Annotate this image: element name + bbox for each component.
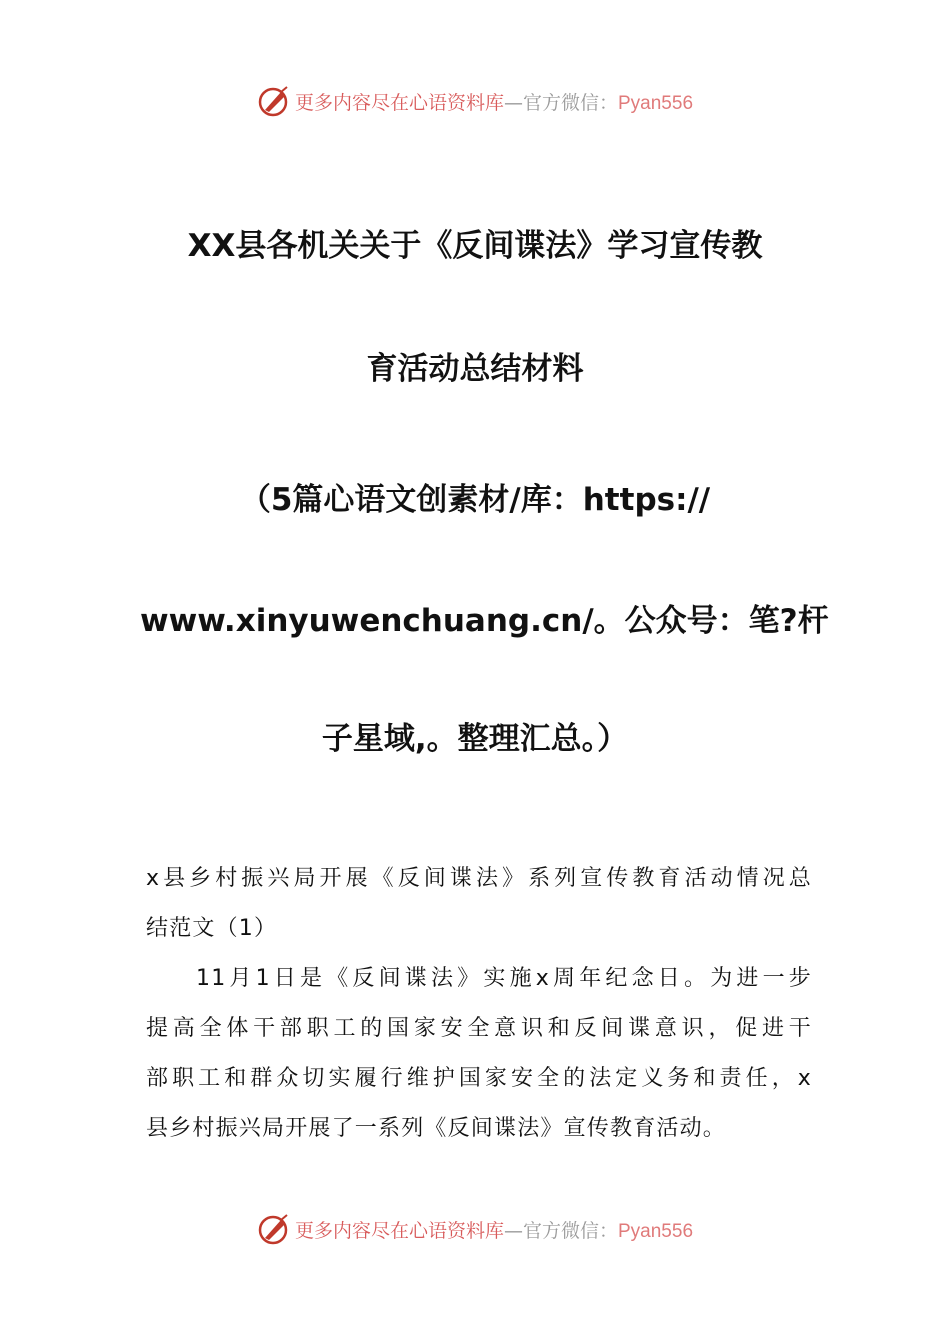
watermark-main: 更多内容尽在心语资料库 [294,91,504,114]
watermark-sub: —官方微信： [503,91,618,114]
watermark-text [295,1216,693,1243]
title-line-3: （5篇心语文创素材/库：https:// [239,482,711,518]
watermark-main: 更多内容尽在心语资料库 [294,1219,504,1242]
header-watermark [0,84,950,118]
watermark-id: Pyan556 [618,92,694,114]
body-line-3: 11月1日是《反间谍法》实施x周年纪念日。为进一步 [196,966,812,991]
title-line-2: 育活动总结材料 [366,351,584,387]
pen-logo-icon [257,84,291,118]
body-line-1: x县乡村振兴局开展《反间谍法》系列宣传教育活动情况总 [146,866,812,891]
body-line-5: 部职工和群众切实履行维护国家安全的法定义务和责任，x [146,1066,812,1091]
watermark-text [295,88,693,115]
body-line-4: 提高全体干部职工的国家安全意识和反间谍意识，促进干 [146,1016,812,1041]
pen-logo-icon [257,1212,291,1246]
title-line-1: XX县各机关关于《反间谍法》学习宣传教 [187,228,763,264]
watermark-sub: —官方微信： [503,1219,618,1242]
title-line-5: 子星域,。整理汇总。） [321,721,629,757]
watermark-id: Pyan556 [618,1220,694,1242]
body-line-6: 县乡村振兴局开展了一系列《反间谍法》宣传教育活动。 [146,1116,727,1141]
footer-watermark [0,1212,950,1246]
body-line-2: 结范文（1） [146,916,278,941]
title-line-4: www.xinyuwenchuang.cn/。公众号：笔?杆 [140,603,829,639]
